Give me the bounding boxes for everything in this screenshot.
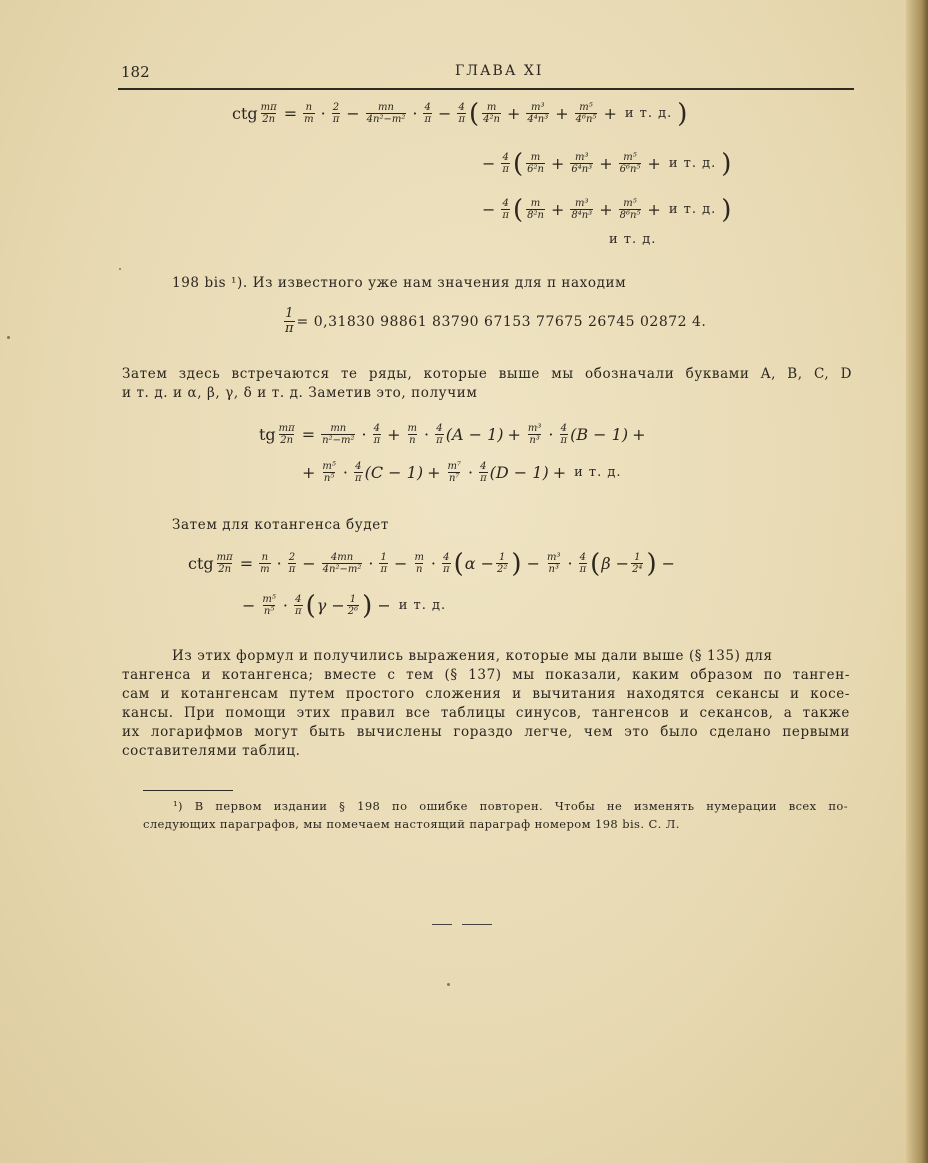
eq1-tail1: и т. д. — [624, 106, 673, 121]
paragraph-conclusion: Из этих формул и получились выражения, которые мы дали выше (§ 135) для тангенса и котангенса; вместе с тем (§ 137) мы показали, каким образом по танген- сам и котангенсам путем простого сложения и вычитания находятся секансы и косе- кансы. При помощи этих правил все таблицы синусов, тангенсов и секансов, а также их логарифмов могут быть вычислены гораздо легче, чем это было сделано первыми составителями таблиц. — [122, 648, 850, 759]
eq2-line2: + $\frac{\text{m⁵}}{\text{n⁵}}$ · $\frac{4}{\pi}$ (C − 1) + $\frac{\text{m⁷}}{\text{n⁷}}$ · $\frac{4}{\pi}$ (D − 1) + и т. д. — [302, 461, 622, 484]
eq1-line1: ctg $\frac{m\pi}{2n}$ = $\frac{n}{m}$ · $\frac{2}{\pi}$ − $\frac{mn}{\text{4n²−m²}}$ · $\frac{4}{\pi}$ − $\frac{4}{\pi}$ ( $\frac{m}{\text{4²n}}$ + $\frac{\text{m³}}{\text{4⁴n³}}$ + $\frac{\text{m⁵}}{\text{4⁶n⁵}}$ + и т. д. ) — [232, 98, 688, 129]
paper-speck — [119, 268, 121, 270]
eq1-line3: − $\frac{4}{\pi}$ ( $\frac{m}{\text{8²n}}$ + $\frac{\text{m³}}{\text{8⁴n³}}$ + $\frac{\text{m⁵}}{\text{8⁶n⁵}}$ + и т. д. ) — [482, 194, 732, 225]
eq2-tail: и т. д. — [574, 465, 622, 480]
footnote-rule — [143, 790, 233, 791]
eq2-line1: tg $\frac{m\pi}{2n}$ = $\frac{mn}{\text{n²−m²}}$ · $\frac{4}{\pi}$ + $\frac{m}{n}$ · $\frac{4}{\pi}$ (A − 1) + $\frac{\text{m³}}{\text{n³}}$ · $\frac{4}{\pi}$ (B − 1) + — [259, 423, 646, 446]
eq3-tail: и т. д. — [398, 598, 447, 613]
eq2-func: tg — [259, 425, 276, 444]
eq3-line2: − $\frac{\text{m⁵}}{\text{n⁵}}$ · $\frac{4}{\pi}$ ( γ − $\frac{1}{\text{2⁶}}$ ) − и т. д. — [242, 590, 447, 621]
chapter-title: ГЛАВА XI — [455, 63, 544, 79]
pi-reciprocal: $\frac{1}{\pi}$ = 0,31830 98861 83790 67153 77675 26745 02872 4. — [285, 306, 707, 336]
paper-speck — [447, 983, 450, 986]
eq1-tail3: и т. д. — [668, 202, 717, 217]
eq1-line2: − $\frac{4}{\pi}$ ( $\frac{m}{\text{6²n}}$ + $\frac{\text{m³}}{\text{6⁴n³}}$ + $\frac{\text{m⁵}}{\text{6⁶n⁵}}$ + и т. д. ) — [482, 148, 732, 179]
eq1-func: ctg — [232, 104, 258, 123]
section-198bis-intro: 198 bis ¹). Из известного уже нам значения для π находим — [172, 275, 627, 291]
paper-speck — [7, 336, 10, 339]
header-rule — [118, 88, 854, 90]
paragraph-cotangent-intro: Затем для котангенса будет — [172, 517, 389, 533]
eq1-line4: и т. д. — [609, 232, 657, 247]
page-number: 182 — [121, 63, 150, 81]
page-edge — [906, 0, 928, 1163]
eq3-func: ctg — [188, 554, 214, 573]
end-mark-right — [462, 924, 492, 925]
paragraph-series-intro: Затем здесь встречаются те ряды, которые выше мы обозначали буквами A, B, C, D и т. д. и α, β, γ, δ и т. д. Заметив это, получим — [122, 366, 852, 401]
footnote: ¹) В первом издании § 198 по ошибке повторен. Чтобы не изменять нумерации всех по- следующих параграфов, мы помечаем настоящий параграф номером 198 bis. С. Л. — [143, 799, 848, 831]
pi-value: = 0,31830 98861 83790 67153 77675 26745 02872 4. — [296, 313, 707, 330]
eq3-line1: ctg $\frac{m\pi}{2n}$ = $\frac{n}{m}$ · $\frac{2}{\pi}$ − $\frac{4mn}{\text{4n²−m²}}$ · $\frac{1}{\pi}$ − $\frac{m}{n}$ · $\frac{4}{\pi}$ ( α − $\frac{1}{\text{2²}}$ ) − $\frac{\text{m³}}{\text{n³}}$ · $\frac{4}{\pi}$ ( β − $\frac{1}{\text{2⁴}}$ ) − — [188, 548, 675, 579]
eq1-tail2: и т. д. — [668, 156, 717, 171]
end-mark-left — [432, 924, 452, 925]
